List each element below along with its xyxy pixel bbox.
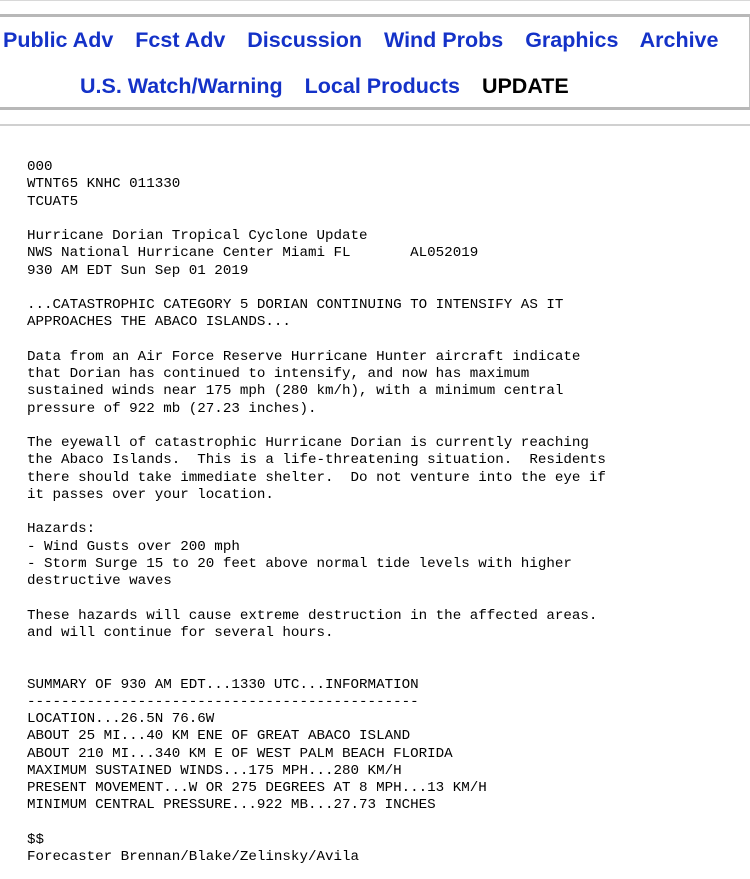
advisory-line: destructive waves	[27, 573, 172, 589]
advisory-line: These hazards will cause extreme destruction in the affected areas.	[27, 607, 598, 624]
advisory-line: - Wind Gusts over 200 mph	[27, 538, 240, 555]
advisory-line: Hurricane Dorian Tropical Cyclone Update	[27, 228, 368, 244]
nav-link-fcst-adv[interactable]: Fcst Adv	[135, 28, 226, 52]
nav-row-secondary	[80, 71, 569, 101]
bottom-divider	[0, 107, 750, 110]
nav-link-local-products[interactable]: Local Products	[304, 74, 460, 98]
advisory-line: the Abaco Islands. This is a life-threatening situation. Residents	[27, 452, 606, 469]
advisory-line: Forecaster Brennan/Blake/Zelinsky/Avila	[27, 849, 360, 865]
advisory-line: Data from an Air Force Reserve Hurricane Hunter aircraft indicate	[27, 348, 581, 365]
top-divider-thin	[0, 0, 750, 1]
nav-row-primary	[3, 25, 734, 55]
advisory-line: 930 AM EDT Sun Sep 01 2019	[27, 262, 249, 279]
advisory-line: MAXIMUM SUSTAINED WINDS...175 MPH...280 KM/H	[27, 762, 402, 779]
advisory-line: The eyewall of catastrophic Hurricane Dorian is currently reaching	[27, 435, 589, 451]
nav-link-graphics[interactable]: Graphics	[525, 28, 619, 52]
advisory-line: ----------------------------------------------	[27, 693, 419, 710]
advisory-line: $$	[27, 831, 45, 848]
nav-link-archive[interactable]: Archive	[639, 28, 719, 52]
advisory-line: SUMMARY OF 930 AM EDT...1330 UTC...INFORMATION	[27, 676, 419, 693]
advisory-line: and will continue for several hours.	[27, 624, 334, 641]
advisory-line: ABOUT 25 MI...40 KM ENE OF GREAT ABACO ISLAND	[27, 728, 411, 745]
bottom-divider-thin	[0, 124, 750, 126]
advisory-line: MINIMUM CENTRAL PRESSURE...922 MB...27.73 INCHES	[27, 797, 436, 814]
advisory-line: TCUAT5	[27, 193, 79, 210]
advisory-line: PRESENT MOVEMENT...W OR 275 DEGREES AT 8 MPH...13 KM/H	[27, 780, 487, 796]
nav-link-us-watch-warning[interactable]: U.S. Watch/Warning	[80, 74, 283, 98]
advisory-line: LOCATION...26.5N 76.6W	[27, 711, 215, 727]
advisory-line: WTNT65 KNHC 011330	[27, 176, 181, 193]
nav-link-wind-probs[interactable]: Wind Probs	[383, 28, 504, 52]
advisory-line: ABOUT 210 MI...340 KM E OF WEST PALM BEACH FLORIDA	[27, 745, 453, 762]
advisory-line: it passes over your location.	[27, 486, 274, 503]
advisory-line: Hazards:	[27, 521, 96, 538]
advisory-line: ...CATASTROPHIC CATEGORY 5 DORIAN CONTINUING TO INTENSIFY AS IT	[27, 297, 564, 313]
advisory-line: APPROACHES THE ABACO ISLANDS...	[27, 314, 291, 331]
nav-link-public-adv[interactable]: Public Adv	[3, 28, 114, 52]
nav-link-discussion[interactable]: Discussion	[247, 28, 362, 52]
advisory-text	[27, 159, 606, 866]
product-navigation	[0, 17, 750, 109]
advisory-line: 000	[27, 159, 53, 175]
advisory-line: sustained winds near 175 mph (280 km/h), with a minimum central	[27, 383, 564, 400]
advisory-line: that Dorian has continued to intensify, and now has maximum	[27, 366, 530, 382]
advisory-line: there should take immediate shelter. Do not venture into the eye if	[27, 469, 606, 486]
advisory-line: NWS National Hurricane Center Miami FL AL052019	[27, 245, 479, 262]
nav-current-update: UPDATE	[481, 74, 569, 98]
advisory-line: pressure of 922 mb (27.23 inches).	[27, 400, 317, 417]
advisory-line: - Storm Surge 15 to 20 feet above normal tide levels with higher	[27, 555, 572, 572]
